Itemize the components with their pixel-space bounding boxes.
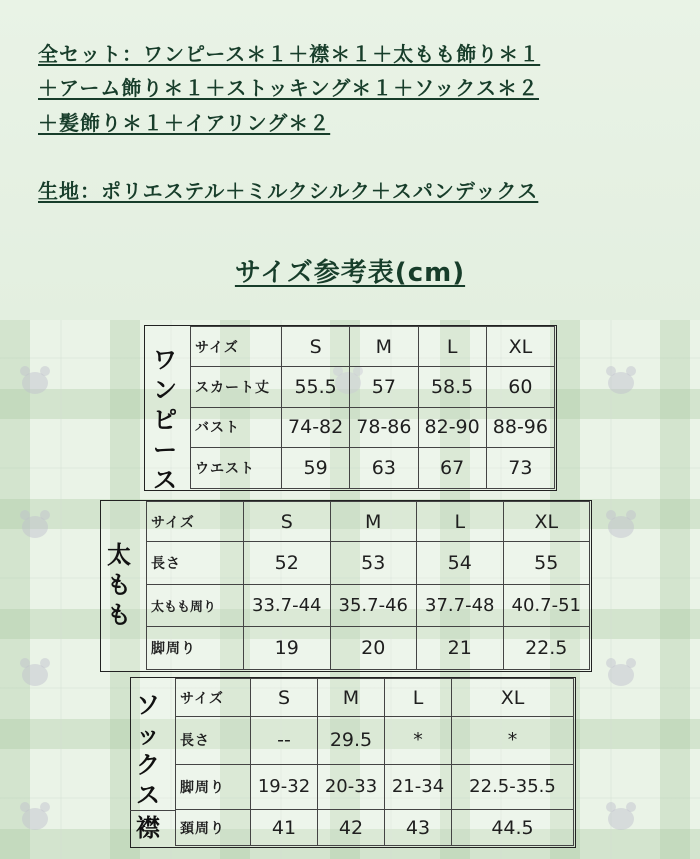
size-chart-title: サイズ参考表(cm) — [234, 258, 466, 288]
set-contents-line-2: ＋アーム飾り＊１＋ストッキング＊１＋ソックス＊２ — [38, 76, 539, 100]
table-cell: 41 — [251, 810, 318, 846]
socks-label: ソ ッ ク ス — [136, 691, 160, 809]
table-cell: 脚周り — [147, 626, 244, 669]
table-cell: XL — [486, 327, 554, 367]
table-cell: XL — [503, 502, 590, 542]
table-cell: 67 — [418, 448, 486, 489]
bear-pattern-icon — [22, 664, 48, 686]
table-cell: S — [244, 502, 331, 542]
thigh-label: 太 も も — [107, 541, 131, 629]
table-cell: L — [418, 327, 486, 367]
table-cell: 74-82 — [282, 407, 350, 448]
table-cell: 59 — [282, 448, 350, 489]
table-cell: 33.7-44 — [244, 585, 331, 626]
table-cell: 43 — [385, 810, 452, 846]
bear-pattern-icon — [22, 516, 48, 538]
table-cell: 19-32 — [251, 764, 318, 809]
table-cell: 53 — [330, 542, 417, 585]
table-cell: 58.5 — [418, 367, 486, 408]
set-contents-line-1: 全セット：ワンピース＊１＋襟＊１＋太もも飾り＊１ — [38, 42, 541, 66]
table-cell: 頚周り — [176, 810, 251, 846]
bear-pattern-icon — [608, 372, 634, 394]
table-cell: S — [251, 679, 318, 717]
table-cell: 脚周り — [176, 764, 251, 809]
dress-size-table — [190, 326, 555, 489]
table-cell: XL — [452, 679, 574, 717]
table-cell: 88-96 — [486, 407, 554, 448]
table-cell: 19 — [244, 626, 331, 669]
bear-pattern-icon — [608, 664, 634, 686]
collar-divider — [130, 810, 175, 811]
table-cell: スカート丈 — [191, 367, 282, 408]
table-cell: 長さ — [176, 717, 251, 765]
bear-pattern-icon — [22, 808, 48, 830]
table-cell: 40.7-51 — [503, 585, 590, 626]
thigh-size-table — [146, 501, 590, 670]
table-cell: L — [385, 679, 452, 717]
table-cell: 44.5 — [452, 810, 574, 846]
set-contents-line-3: ＋髪飾り＊１＋イアリング＊２ — [38, 111, 331, 135]
bear-pattern-icon — [22, 372, 48, 394]
collar-label: 襟 — [136, 814, 160, 842]
table-cell: 21-34 — [385, 764, 452, 809]
table-cell: 22.5-35.5 — [452, 764, 574, 809]
table-cell: 長さ — [147, 542, 244, 585]
table-cell: M — [330, 502, 417, 542]
table-cell: サイズ — [191, 327, 282, 367]
table-cell: M — [318, 679, 385, 717]
table-cell: * — [452, 717, 574, 765]
table-cell: 73 — [486, 448, 554, 489]
table-cell: 42 — [318, 810, 385, 846]
table-cell: S — [282, 327, 350, 367]
table-cell: ウエスト — [191, 448, 282, 489]
socks-size-table — [175, 678, 574, 846]
dress-label: ワ ン ピ ー ス — [153, 346, 177, 494]
table-cell: 太もも周り — [147, 585, 244, 626]
bear-pattern-icon — [608, 516, 634, 538]
table-cell: 52 — [244, 542, 331, 585]
table-cell: 37.7-48 — [417, 585, 504, 626]
table-cell: 20 — [330, 626, 417, 669]
table-cell: 29.5 — [318, 717, 385, 765]
table-cell: 60 — [486, 367, 554, 408]
table-cell: 78-86 — [350, 407, 418, 448]
bear-pattern-icon — [608, 808, 634, 830]
table-cell: -- — [251, 717, 318, 765]
table-cell: 57 — [350, 367, 418, 408]
table-cell: M — [350, 327, 418, 367]
table-cell: 21 — [417, 626, 504, 669]
table-cell: サイズ — [176, 679, 251, 717]
table-cell: L — [417, 502, 504, 542]
table-cell: 22.5 — [503, 626, 590, 669]
table-cell: 54 — [417, 542, 504, 585]
table-cell: * — [385, 717, 452, 765]
table-cell: 35.7-46 — [330, 585, 417, 626]
table-cell: 55 — [503, 542, 590, 585]
fabric-line: 生地：ポリエステル＋ミルクシルク＋スパンデックス — [38, 179, 539, 203]
table-cell: 82-90 — [418, 407, 486, 448]
table-cell: サイズ — [147, 502, 244, 542]
table-cell: 63 — [350, 448, 418, 489]
table-cell: 20-33 — [318, 764, 385, 809]
table-cell: 55.5 — [282, 367, 350, 408]
table-cell: バスト — [191, 407, 282, 448]
